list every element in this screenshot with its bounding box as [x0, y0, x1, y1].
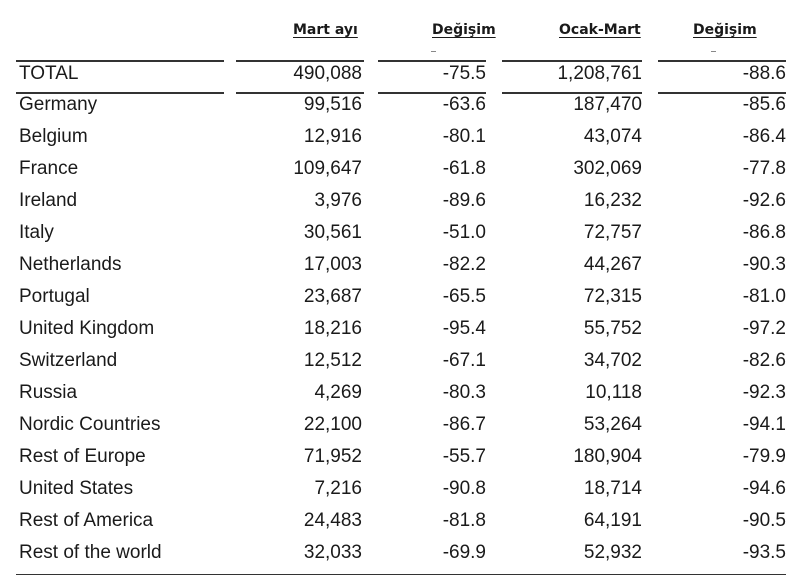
country-name: Switzerland [19, 350, 118, 371]
header-tick-mark [711, 51, 716, 52]
jan-mar-value: 10,118 [585, 382, 642, 403]
country-name: Nordic Countries [19, 414, 161, 435]
march-value: 24,483 [303, 510, 362, 531]
table-row [0, 347, 800, 379]
jan-mar-value: 53,264 [583, 414, 642, 435]
table-row [0, 507, 800, 539]
march-change-value: -86.7 [442, 414, 486, 435]
march-value: 12,512 [303, 350, 362, 371]
jan-mar-change-value: -94.1 [742, 414, 786, 435]
march-change-value: -80.1 [442, 126, 486, 147]
jan-mar-change-value: -82.6 [742, 350, 786, 371]
jan-mar-value: 55,752 [583, 318, 642, 339]
march-change-value: -69.9 [442, 542, 486, 563]
march-change-value: -67.1 [442, 350, 486, 371]
country-name: United States [19, 478, 134, 499]
total-row [0, 60, 800, 92]
jan-mar-change-value: -92.6 [742, 190, 786, 211]
country-name: Germany [19, 94, 98, 115]
table-row [0, 475, 800, 507]
country-name: Rest of the world [19, 542, 162, 563]
march-change-value: -63.6 [442, 94, 486, 115]
header-jan-mar: Ocak-Mart [559, 22, 641, 38]
jan-mar-value: 72,315 [583, 286, 642, 307]
country-name: Rest of Europe [19, 446, 146, 467]
march-value: 23,687 [303, 286, 362, 307]
country-name: France [19, 158, 79, 179]
jan-mar-value: 72,757 [583, 222, 642, 243]
jan-mar-change-value: -85.6 [742, 94, 786, 115]
jan-mar-value: 18,714 [583, 478, 642, 499]
jan-mar-change-value: -90.3 [742, 254, 786, 275]
march-value: 12,916 [303, 126, 362, 147]
jan-mar-change-value: -86.8 [742, 222, 786, 243]
country-name: TOTAL [19, 63, 79, 84]
table-row [0, 123, 800, 155]
march-change-value: -61.8 [442, 158, 486, 179]
country-name: Netherlands [19, 254, 122, 275]
table-row [0, 155, 800, 187]
table-row [0, 539, 800, 571]
jan-mar-change-value: -77.8 [742, 158, 786, 179]
table-row [0, 187, 800, 219]
country-name: Portugal [19, 286, 90, 307]
jan-mar-value: 16,232 [583, 190, 642, 211]
jan-mar-change-value: -79.9 [742, 446, 786, 467]
header-tick-mark [431, 51, 436, 52]
jan-mar-change-value: -88.6 [742, 63, 786, 84]
table-row [0, 91, 800, 123]
march-value: 18,216 [303, 318, 362, 339]
jan-mar-value: 44,267 [583, 254, 642, 275]
country-name: United Kingdom [19, 318, 155, 339]
jan-mar-value: 187,470 [573, 94, 642, 115]
march-value: 32,033 [303, 542, 362, 563]
bottom-rule [16, 574, 786, 575]
march-change-value: -55.7 [442, 446, 486, 467]
jan-mar-value: 302,069 [573, 158, 642, 179]
jan-mar-value: 52,932 [583, 542, 642, 563]
jan-mar-change-value: -90.5 [742, 510, 786, 531]
march-value: 30,561 [303, 222, 362, 243]
march-change-value: -90.8 [442, 478, 486, 499]
table-row [0, 315, 800, 347]
header-march: Mart ayı [293, 22, 358, 38]
march-value: 22,100 [303, 414, 362, 435]
table-row [0, 379, 800, 411]
jan-mar-change-value: -92.3 [742, 382, 786, 403]
march-value: 17,003 [303, 254, 362, 275]
march-value: 7,216 [314, 478, 362, 499]
header-change-2: Değişim [693, 22, 757, 38]
march-change-value: -95.4 [442, 318, 486, 339]
jan-mar-value: 1,208,761 [557, 63, 642, 84]
march-value: 109,647 [293, 158, 362, 179]
jan-mar-value: 64,191 [583, 510, 642, 531]
country-name: Italy [19, 222, 54, 243]
table-row [0, 251, 800, 283]
jan-mar-change-value: -94.6 [742, 478, 786, 499]
march-change-value: -65.5 [442, 286, 486, 307]
jan-mar-change-value: -86.4 [742, 126, 786, 147]
table-row [0, 443, 800, 475]
table-row [0, 219, 800, 251]
jan-mar-change-value: -81.0 [742, 286, 786, 307]
march-change-value: -75.5 [442, 63, 486, 84]
march-value: 4,269 [314, 382, 362, 403]
jan-mar-value: 34,702 [583, 350, 642, 371]
march-change-value: -80.3 [442, 382, 486, 403]
country-name: Belgium [19, 126, 88, 147]
jan-mar-change-value: -97.2 [742, 318, 786, 339]
march-value: 71,952 [303, 446, 362, 467]
jan-mar-value: 180,904 [573, 446, 642, 467]
table-row [0, 411, 800, 443]
march-change-value: -89.6 [442, 190, 486, 211]
country-name: Ireland [19, 190, 78, 211]
march-change-value: -51.0 [442, 222, 486, 243]
march-value: 99,516 [303, 94, 362, 115]
march-value: 3,976 [314, 190, 362, 211]
header-change-1: Değişim [432, 22, 496, 38]
march-change-value: -81.8 [442, 510, 486, 531]
country-name: Rest of America [19, 510, 154, 531]
march-change-value: -82.2 [442, 254, 486, 275]
jan-mar-change-value: -93.5 [742, 542, 786, 563]
country-name: Russia [19, 382, 78, 403]
march-value: 490,088 [293, 63, 362, 84]
table-row [0, 283, 800, 315]
jan-mar-value: 43,074 [583, 126, 642, 147]
